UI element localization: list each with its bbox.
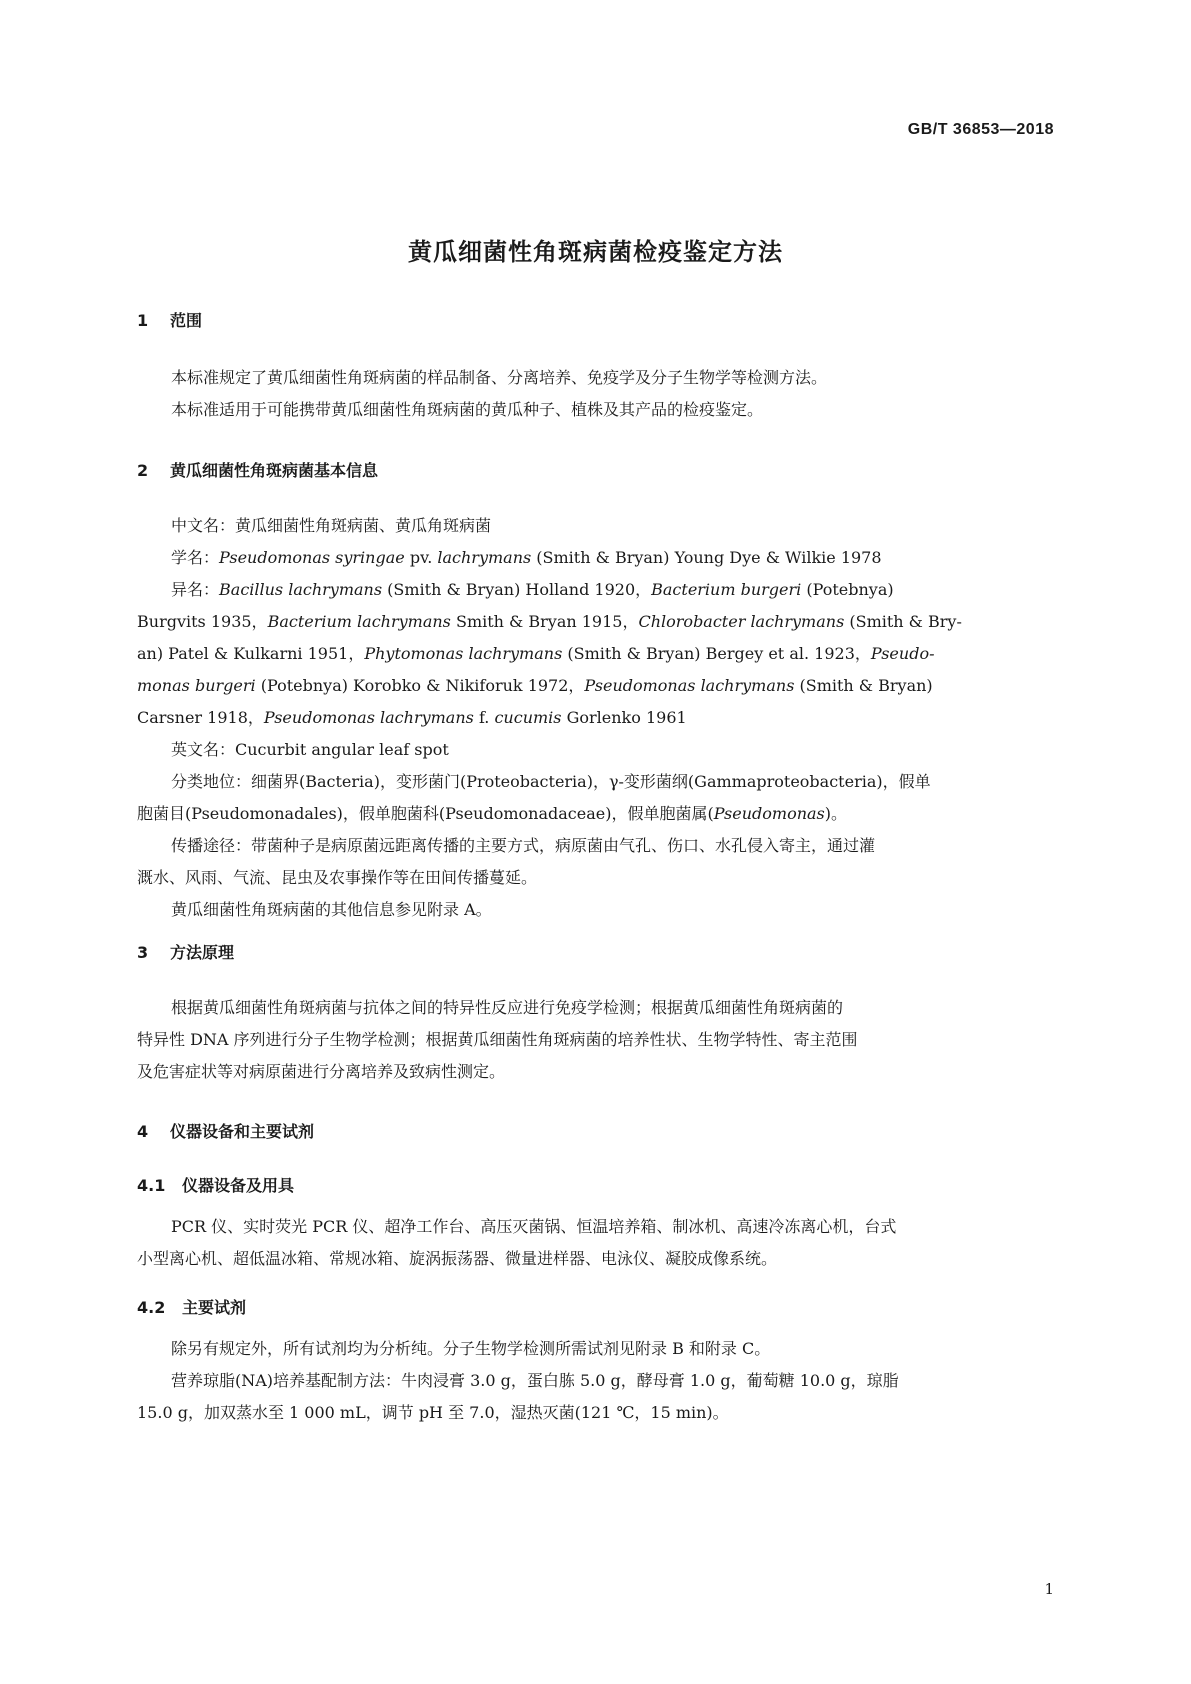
text: Gorlenko 1961 <box>561 708 687 727</box>
text: an) Patel & Kulkarni 1951， <box>137 644 365 663</box>
section-number: 1 <box>137 311 149 330</box>
text: 异名： <box>171 580 220 599</box>
other-info <box>137 894 1054 926</box>
synonyms-line-3 <box>137 638 1054 670</box>
paragraph <box>137 362 1054 394</box>
principle-line-2 <box>137 1024 1054 1056</box>
text: 学名： <box>171 548 220 567</box>
medium-line-1 <box>137 1365 1054 1397</box>
text: 除另有规定外，所有试剂均为分析纯。分子生物学检测所需试剂见附录 B 和附录 C。 <box>171 1339 771 1358</box>
text: 15.0 g，加双蒸水至 1 000 mL，调节 pH 至 7.0，湿热灭菌(121 ℃，15 min)。 <box>137 1403 729 1422</box>
italic-text: Pseudomonas syringae <box>219 548 405 567</box>
paragraph <box>137 394 1054 426</box>
italic-text: Pseudomonas <box>713 804 825 823</box>
section-title: 方法原理 <box>170 943 235 962</box>
section-3-body <box>137 992 1054 1088</box>
reagents-paragraph <box>137 1333 1054 1365</box>
italic-text: Bacterium burgeri <box>651 580 802 599</box>
text: Burgvits 1935， <box>137 612 268 631</box>
standard-number: GB/T 36853—2018 <box>907 121 1054 138</box>
section-title: 仪器设备和主要试剂 <box>170 1122 315 1141</box>
text: 根据黄瓜细菌性角斑病菌与抗体之间的特异性反应进行免疫学检测；根据黄瓜细菌性角斑病菌的 <box>171 998 844 1017</box>
synonyms-line-5 <box>137 702 1054 734</box>
italic-text: Pseudo- <box>870 644 935 663</box>
text: (Smith & Bryan) <box>794 676 933 695</box>
italic-text: Pseudomonas lachrymans <box>263 708 474 727</box>
text: (Smith & Bryan) Young Dye & Wilkie 1978 <box>531 548 882 567</box>
section-number: 3 <box>137 943 149 962</box>
section-title: 黄瓜细菌性角斑病菌基本信息 <box>170 461 379 480</box>
text: (Potebnya) Korobko & Nikiforuk 1972， <box>255 676 585 695</box>
text: 特异性 DNA 序列进行分子生物学检测；根据黄瓜细菌性角斑病菌的培养性状、生物学特性、寄主范围 <box>137 1030 858 1049</box>
transmission-line-2 <box>137 862 1054 894</box>
italic-text: Chlorobacter lachrymans <box>638 612 845 631</box>
scientific-name <box>137 542 1054 574</box>
section-4-2-heading <box>137 1295 246 1318</box>
synonyms-line-1 <box>137 574 1054 606</box>
text: Carsner 1918， <box>137 708 264 727</box>
section-4-heading <box>137 1119 314 1142</box>
italic-text: Pseudomonas lachrymans <box>584 676 795 695</box>
english-name <box>137 734 1054 766</box>
section-1-body <box>137 362 1054 426</box>
italic-text: Bacterium lachrymans <box>267 612 451 631</box>
section-1-heading <box>137 308 202 331</box>
text: 传播途径：带菌种子是病原菌远距离传播的主要方式，病原菌由气孔、伤口、水孔侵入寄主，通过灌 <box>171 836 876 855</box>
section-title: 仪器设备及用具 <box>182 1176 295 1195</box>
section-2-body <box>137 510 1054 926</box>
section-3-heading <box>137 940 234 963</box>
text: 本标准适用于可能携带黄瓜细菌性角斑病菌的黄瓜种子、植株及其产品的检疫鉴定。 <box>171 400 764 419</box>
text: 小型离心机、超低温冰箱、常规冰箱、旋涡振荡器、微量进样器、电泳仪、凝胶成像系统。 <box>137 1249 778 1268</box>
italic-text: Phytomonas lachrymans <box>364 644 563 663</box>
equipment-line-2 <box>137 1243 1054 1275</box>
section-number: 4 <box>137 1122 149 1141</box>
chinese-name <box>137 510 1054 542</box>
italic-text: lachrymans <box>437 548 532 567</box>
italic-text: monas burgeri <box>137 676 256 695</box>
text: 英文名：Cucurbit angular leaf spot <box>171 740 449 759</box>
text: 本标准规定了黄瓜细菌性角斑病菌的样品制备、分离培养、免疫学及分子生物学等检测方法。 <box>171 368 828 387</box>
principle-line-1 <box>137 992 1054 1024</box>
section-title: 主要试剂 <box>182 1298 247 1317</box>
text: pv. <box>404 548 438 567</box>
text: 溉水、风雨、气流、昆虫及农事操作等在田间传播蔓延。 <box>137 868 538 887</box>
taxonomy-line-2 <box>137 798 1054 830</box>
section-number: 4.1 <box>137 1176 166 1195</box>
text: 分类地位：细菌界(Bacteria)，变形菌门(Proteobacteria)，γ-变形菌纲(Gammaproteobacteria)，假单 <box>171 772 931 791</box>
page-number: 1 <box>1044 1580 1054 1598</box>
italic-text: Bacillus lachrymans <box>219 580 383 599</box>
text: 营养琼脂(NA)培养基配制方法：牛肉浸膏 3.0 g，蛋白胨 5.0 g，酵母膏 1.0 g，葡萄糖 10.0 g，琼脂 <box>171 1371 899 1390</box>
text: f. <box>473 708 495 727</box>
section-number: 2 <box>137 461 149 480</box>
italic-text: cucumis <box>494 708 562 727</box>
section-title: 范围 <box>170 311 203 330</box>
text: PCR 仪、实时荧光 PCR 仪、超净工作台、高压灭菌锅、恒温培养箱、制冰机、高速冷冻离心机，台式 <box>171 1217 897 1236</box>
taxonomy-line-1 <box>137 766 1054 798</box>
section-4-2-body <box>137 1333 1054 1429</box>
text: (Smith & Bry- <box>844 612 962 631</box>
synonyms-line-4 <box>137 670 1054 702</box>
principle-line-3 <box>137 1056 1054 1088</box>
text: (Potebnya) <box>801 580 894 599</box>
text: 及危害症状等对病原菌进行分离培养及致病性测定。 <box>137 1062 506 1081</box>
section-2-heading <box>137 458 378 481</box>
transmission-line-1 <box>137 830 1054 862</box>
section-4-1-heading <box>137 1173 294 1196</box>
equipment-line-1 <box>137 1211 1054 1243</box>
text: 黄瓜细菌性角斑病菌的其他信息参见附录 A。 <box>171 900 492 919</box>
document-title: 黄瓜细菌性角斑病菌检疫鉴定方法 <box>408 238 783 266</box>
text: 中文名：黄瓜细菌性角斑病菌、黄瓜角斑病菌 <box>171 516 492 535</box>
text: Smith & Bryan 1915， <box>450 612 639 631</box>
text: (Smith & Bryan) Holland 1920， <box>382 580 652 599</box>
medium-line-2 <box>137 1397 1054 1429</box>
synonyms-line-2 <box>137 606 1054 638</box>
text: )。 <box>824 804 848 823</box>
section-number: 4.2 <box>137 1298 166 1317</box>
section-4-1-body <box>137 1211 1054 1275</box>
text: (Smith & Bryan) Bergey et al. 1923， <box>562 644 871 663</box>
text: 胞菌目(Pseudomonadales)，假单胞菌科(Pseudomonadaceae)，假单胞菌属( <box>137 804 714 823</box>
